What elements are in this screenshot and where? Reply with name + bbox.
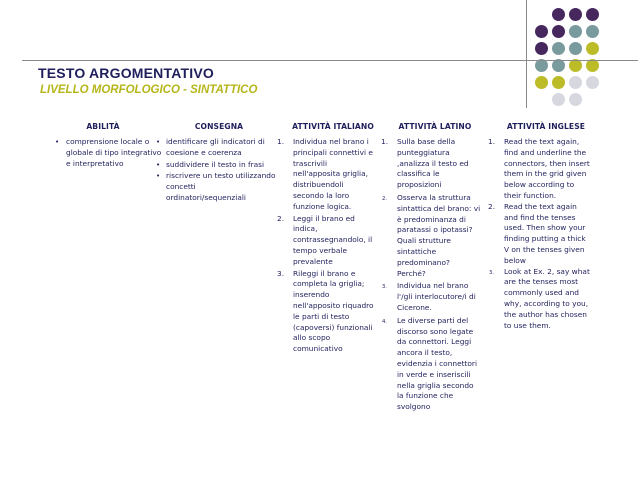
decorative-dot — [569, 93, 582, 106]
list-item-text: Read the text again, find and underline the connectors, then insert them in the grid given below according to their function. — [504, 137, 590, 200]
decorative-dot — [586, 8, 599, 21]
column-attivita-italiano — [277, 122, 376, 355]
column-heading: ABILITÀ — [86, 122, 120, 131]
decorative-dot — [552, 93, 565, 106]
decorative-dot — [552, 42, 565, 55]
list-item — [277, 137, 376, 213]
column-attivita-inglese — [488, 122, 592, 331]
decorative-dot — [552, 8, 565, 21]
page-subtitle: LIVELLO MORFOLOGICO - SINTATTICO — [40, 84, 258, 96]
list-item-text: riscrivere un testo utilizzando concetti ordinatori/sequenziali — [166, 171, 276, 202]
column-heading: ATTIVITÀ ITALIANO — [292, 122, 374, 131]
list-number: 3. — [277, 268, 285, 278]
decorative-dot — [535, 42, 548, 55]
list-item — [156, 137, 278, 159]
list-item-text: Osserva la struttura sintattica del brano: vi è predominanza di paratassi o ipotassi? Quali strutture sintattiche predominano? Perché? — [397, 192, 481, 278]
decorative-dot — [586, 42, 599, 55]
column-consegna — [156, 122, 278, 204]
bullet-icon: • — [156, 172, 161, 181]
list-item — [277, 213, 376, 268]
vertical-divider — [526, 0, 527, 108]
list-item — [382, 281, 481, 313]
column-heading: ATTIVITÀ LATINO — [398, 122, 472, 131]
list-number: 3. — [382, 284, 387, 291]
list-number: 1. — [277, 137, 285, 146]
decorative-dot — [552, 76, 565, 89]
list-number: 2. — [277, 213, 285, 223]
decorative-dot-grid — [535, 8, 635, 108]
list-item — [55, 137, 162, 169]
list-item-text: Look at Ex. 2, say what are the tenses most commonly used and why, according to you, the author has chosen to use them. — [504, 266, 590, 330]
decorative-dot — [569, 8, 582, 21]
list-item-text: suddividere il testo in frasi — [166, 159, 265, 169]
list-number: 1. — [381, 137, 389, 146]
list-item-text: Individua nel brano i principali connettivi e trascrivili nell'apposita griglia, distribuendoli secondo la loro funzione logica. — [293, 137, 373, 211]
list-item-text: Read the text again and find the tenses used. Then show your finding putting a thick V on the tenses given below — [504, 201, 586, 265]
list-item-text: Sulla base della punteggiatura ,analizza il testo ed classifica le proposizioni — [397, 137, 469, 190]
bullet-icon: • — [156, 138, 161, 146]
decorative-dot — [552, 25, 565, 38]
list-number: 4. — [382, 318, 387, 325]
list-item-text: Individua nel brano l'/gli interlocutore/i di Cicerone. — [397, 281, 476, 312]
list-item — [382, 315, 481, 413]
decorative-dot — [569, 42, 582, 55]
list-item — [381, 137, 481, 191]
bullet-icon: • — [156, 160, 161, 169]
decorative-dot — [586, 25, 599, 38]
list-number: 3. — [489, 269, 494, 276]
decorative-dot — [535, 76, 548, 89]
list-number: 2. — [382, 195, 387, 202]
list-item — [156, 171, 278, 203]
list-number: 2. — [488, 201, 496, 211]
list-number: 1. — [488, 137, 496, 146]
list-item-text: identificare gli indicatori di coesione e coerenza — [166, 137, 265, 157]
list-item — [156, 159, 278, 171]
list-item-text: comprensione locale o globale di tipo integrativo e interpretativo — [66, 137, 162, 168]
list-item — [489, 266, 592, 332]
list-item-text: Rileggi il brano e completa la griglia; inserendo nell'apposito riquadro le parti di testo (capoversi) funzionali allo scopo comunicativo — [293, 268, 374, 354]
list-item — [277, 268, 376, 355]
decorative-dot — [569, 25, 582, 38]
column-heading: CONSEGNA — [194, 122, 244, 131]
decorative-dot — [586, 76, 599, 89]
column-attivita-latino — [381, 122, 481, 413]
list-item — [488, 137, 592, 202]
bullet-icon: • — [55, 138, 60, 146]
column-heading: ATTIVITÀ INGLESE — [506, 122, 586, 131]
list-item — [488, 201, 592, 267]
horizontal-divider — [22, 60, 638, 61]
list-item-text: Le diverse parti del discorso sono legate da connettori. Leggi ancora il testo, evidenzia i connettori in verde e inseriscili nella griglia secondo la funzione che svolgono — [397, 315, 478, 412]
list-item — [382, 192, 481, 279]
list-item-text: Leggi il brano ed indica, contrassegnandolo, il tempo verbale prevalente — [293, 213, 373, 266]
column-abilita — [55, 122, 162, 169]
decorative-dot — [569, 76, 582, 89]
page-title: TESTO ARGOMENTATIVO — [38, 65, 214, 81]
decorative-dot — [535, 25, 548, 38]
